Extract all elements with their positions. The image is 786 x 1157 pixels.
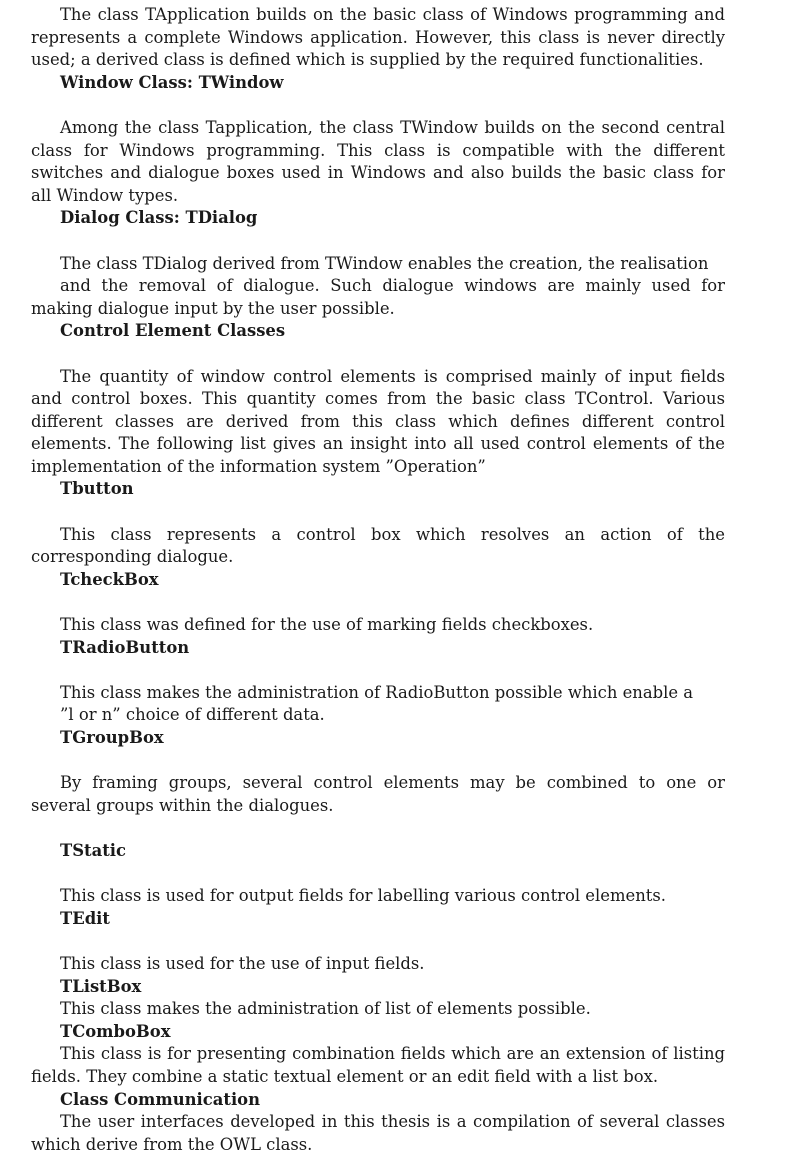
- paragraph-tstatic: This class is used for output fields for labelling various control elements.: [60, 886, 666, 906]
- section-heading-class-communication: Class Communication: [60, 1089, 261, 1109]
- paragraph-tdialog-rest: and the removal of dialogue. Such dialogue windows are mainly used for making dialogue input by the user possible.: [31, 276, 725, 318]
- section-heading-tgroupbox: TGroupBox: [60, 728, 164, 747]
- paragraph-control-elements: The quantity of window control elements is comprised mainly of input fields and control boxes. This quantity comes from the basic class TControl. Various different classes are derived from this class which defines different control elements. The following list gives an insight into all used control elements of the implementation of the information system ”Operation”: [31, 366, 725, 476]
- section-heading-tradiobutton: TRadioButton: [60, 637, 190, 657]
- paragraph-tdialog-line1: The class TDialog derived from TWindow enables the creation, the realisation: [60, 253, 709, 273]
- section-heading-control-elements: Control Element Classes: [60, 321, 286, 341]
- section-heading-tbutton: Tbutton: [60, 479, 134, 499]
- paragraph-class-communication: The user interfaces developed in this thesis is a compilation of several classes which derive from the OWL class.: [31, 1112, 725, 1154]
- paragraph-tradiobutton-line1: This class makes the administration of RadioButton possible which enable a: [60, 682, 694, 702]
- paragraph-twindow: Among the class Tapplication, the class TWindow builds on the second central class for Windows programming. This class is compatible with the different switches and dialogue boxes used in Windows and also builds the basic class for all Window types.: [31, 117, 725, 205]
- section-heading-tstatic: TStatic: [60, 840, 127, 860]
- paragraph-tcheckbox: This class was defined for the use of marking fields checkboxes.: [60, 615, 594, 635]
- document-page: [31, 4, 725, 1156]
- section-heading-tdialog: Dialog Class: TDialog: [60, 208, 258, 228]
- paragraph-tbutton: This class represents a control box which resolves an action of the corresponding dialogue.: [31, 524, 725, 567]
- section-heading-twindow: Window Class: TWindow: [60, 72, 284, 92]
- section-heading-tcombobox: TComboBox: [60, 1021, 171, 1041]
- paragraph-tedit: This class is used for the use of input fields.: [60, 953, 425, 973]
- intro-paragraph: The class TApplication builds on the basic class of Windows programming and represents a complete Windows application. However, this class is never directly used; a derived class is defined which is supplied by the required functionalities.: [31, 5, 725, 70]
- section-heading-tedit: TEdit: [60, 908, 110, 928]
- paragraph-tlistbox: This class makes the administration of list of elements possible.: [60, 999, 591, 1019]
- section-heading-tcheckbox: TcheckBox: [60, 569, 159, 589]
- paragraph-tcombobox: This class is for presenting combination fields which are an extension of listing fields. They combine a static textual element or an edit field with a list box.: [31, 1044, 725, 1086]
- section-heading-tlistbox: TListBox: [60, 976, 142, 996]
- paragraph-tgroupbox: By framing groups, several control elements may be combined to one or several groups within the dialogues.: [31, 773, 725, 815]
- paragraph-tradiobutton-line2: ”l or n” choice of different data.: [60, 705, 325, 725]
